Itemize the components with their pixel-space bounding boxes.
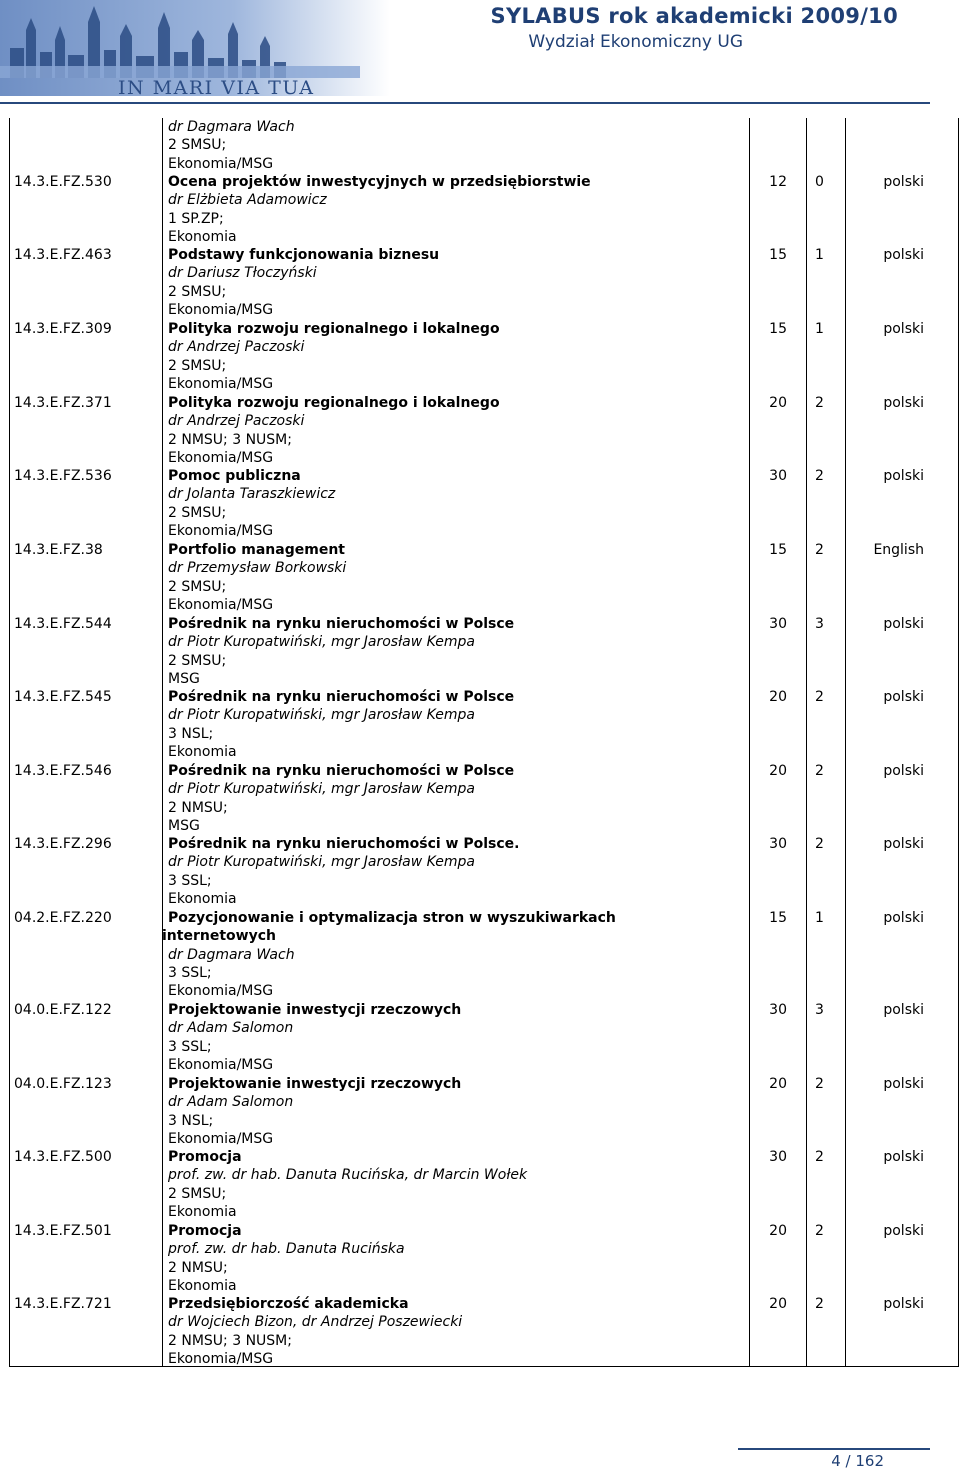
course-ects: 1 xyxy=(815,247,824,263)
course-language: polski xyxy=(883,910,924,926)
course-teacher: dr Adam Salomon xyxy=(168,1020,294,1037)
course-teacher: dr Andrzej Paczoski xyxy=(168,339,305,356)
course-teacher: dr Wojciech Bizon, dr Andrzej Poszewiecki xyxy=(168,1314,463,1331)
course-faculty: MSG xyxy=(168,817,200,834)
course-code: 14.3.E.FZ.501 xyxy=(14,1223,112,1239)
course-teacher: dr Jolanta Taraszkiewicz xyxy=(168,486,336,503)
course-teacher: dr Piotr Kuropatwiński, mgr Jarosław Kempa xyxy=(168,707,475,724)
course-teacher: dr Andrzej Paczoski xyxy=(168,413,305,430)
course-language: polski xyxy=(883,836,924,852)
course-code: 14.3.E.FZ.536 xyxy=(14,468,112,484)
course-description xyxy=(168,320,500,393)
course-ects: 2 xyxy=(815,689,824,705)
course-form: 1 SP.ZP; xyxy=(168,210,224,227)
course-title: Pozycjonowanie i optymalizacja stron w wyszukiwarkach xyxy=(168,910,616,926)
course-form: 2 SMSU; xyxy=(168,357,227,374)
course-code: 04.0.E.FZ.123 xyxy=(14,1076,112,1092)
course-description xyxy=(168,615,514,688)
course-hours: 30 xyxy=(769,836,787,852)
course-ects: 3 xyxy=(815,616,824,632)
course-language: polski xyxy=(883,395,924,411)
course-description xyxy=(162,909,616,1000)
course-code: 14.3.E.FZ.544 xyxy=(14,616,112,632)
course-title: Pośrednik na rynku nieruchomości w Polsce xyxy=(168,689,515,705)
banner-motto: IN MARI VIA TUA xyxy=(118,77,315,96)
course-hours: 30 xyxy=(769,616,787,632)
table-border-bottom xyxy=(9,1366,959,1367)
course-title: Ocena projektów inwestycyjnych w przedsiębiorstwie xyxy=(168,174,591,190)
course-teacher: dr Piotr Kuropatwiński, mgr Jarosław Kempa xyxy=(168,854,475,871)
course-teacher: dr Dagmara Wach xyxy=(168,946,295,963)
course-language: polski xyxy=(883,763,924,779)
course-table xyxy=(9,118,959,1367)
course-ects: 2 xyxy=(815,395,824,411)
table-divider-lang xyxy=(845,118,846,1367)
course-faculty: Ekonomia/MSG xyxy=(168,983,274,1000)
course-code: 14.3.E.FZ.371 xyxy=(14,395,112,411)
course-teacher: prof. zw. dr hab. Danuta Rucińska xyxy=(168,1241,405,1258)
course-faculty: Ekonomia xyxy=(168,890,237,907)
course-faculty: Ekonomia/MSG xyxy=(168,375,274,392)
syllabus-title: SYLABUS rok akademicki 2009/10 xyxy=(490,4,898,28)
course-description xyxy=(168,1295,462,1368)
course-language: polski xyxy=(883,247,924,263)
course-form: 3 NSL; xyxy=(168,725,214,742)
course-code: 14.3.E.FZ.38 xyxy=(14,542,103,558)
course-title: Podstawy funkcjonowania biznesu xyxy=(168,247,440,263)
course-code: 14.3.E.FZ.309 xyxy=(14,321,112,337)
course-teacher: dr Piotr Kuropatwiński, mgr Jarosław Kempa xyxy=(168,634,475,651)
course-title: Pośrednik na rynku nieruchomości w Polsce xyxy=(168,763,515,779)
course-language: polski xyxy=(883,1076,924,1092)
course-teacher: prof. zw. dr hab. Danuta Rucińska, dr Marcin Wołek xyxy=(168,1167,528,1184)
course-ects: 2 xyxy=(815,836,824,852)
course-form: 2 NMSU; 3 NUSM; xyxy=(168,1332,292,1349)
course-ects: 2 xyxy=(815,763,824,779)
course-language: polski xyxy=(883,174,924,190)
course-faculty: Ekonomia/MSG xyxy=(168,522,274,539)
course-title: Promocja xyxy=(168,1149,242,1165)
course-description xyxy=(168,1222,405,1295)
course-description xyxy=(168,1148,527,1221)
course-faculty: Ekonomia/MSG xyxy=(168,449,274,466)
course-hours: 30 xyxy=(769,1002,787,1018)
course-form: 3 NSL; xyxy=(168,1112,214,1129)
course-code: 14.3.E.FZ.296 xyxy=(14,836,112,852)
course-faculty: Ekonomia xyxy=(168,228,237,245)
course-faculty: Ekonomia xyxy=(168,1203,237,1220)
course-hours: 15 xyxy=(769,247,787,263)
table-divider-ects xyxy=(806,118,807,1367)
course-form: 2 SMSU; xyxy=(168,504,227,521)
course-faculty: Ekonomia/MSG xyxy=(168,301,274,318)
course-form: 2 SMSU; xyxy=(168,652,227,669)
course-ects: 0 xyxy=(815,174,824,190)
course-teacher: dr Elżbieta Adamowicz xyxy=(168,192,327,209)
course-form: 3 SSL; xyxy=(168,872,212,889)
course-faculty: Ekonomia/MSG xyxy=(168,155,274,172)
course-faculty: Ekonomia/MSG xyxy=(168,1350,274,1367)
course-language: polski xyxy=(883,616,924,632)
course-title: Portfolio management xyxy=(168,542,345,558)
course-hours: 20 xyxy=(769,395,787,411)
course-description xyxy=(168,394,500,467)
course-hours: 15 xyxy=(769,321,787,337)
course-form: 2 SMSU; xyxy=(168,1185,227,1202)
city-skyline-banner xyxy=(0,0,390,96)
course-language: polski xyxy=(883,1002,924,1018)
course-title: Projektowanie inwestycji rzeczowych xyxy=(168,1002,462,1018)
course-language: polski xyxy=(883,468,924,484)
course-language: polski xyxy=(883,1296,924,1312)
course-description xyxy=(168,118,295,173)
course-ects: 1 xyxy=(815,321,824,337)
course-faculty: MSG xyxy=(168,670,200,687)
page-number: 4 / 162 xyxy=(831,1452,884,1470)
course-description xyxy=(168,541,346,614)
course-hours: 15 xyxy=(769,910,787,926)
course-form: 2 NMSU; xyxy=(168,799,228,816)
course-title: Pośrednik na rynku nieruchomości w Polsce xyxy=(168,616,515,632)
course-hours: 20 xyxy=(769,1076,787,1092)
course-ects: 3 xyxy=(815,1002,824,1018)
course-ects: 2 xyxy=(815,1223,824,1239)
course-form: 2 SMSU; xyxy=(168,283,227,300)
course-ects: 2 xyxy=(815,542,824,558)
course-hours: 15 xyxy=(769,542,787,558)
course-description xyxy=(168,835,519,908)
course-hours: 20 xyxy=(769,1296,787,1312)
course-description xyxy=(168,762,514,835)
course-code: 14.3.E.FZ.463 xyxy=(14,247,112,263)
course-description xyxy=(168,173,591,246)
course-description xyxy=(168,246,439,319)
course-teacher: dr Przemysław Borkowski xyxy=(168,560,347,577)
course-code: 14.3.E.FZ.500 xyxy=(14,1149,112,1165)
course-description xyxy=(168,1001,461,1074)
course-description xyxy=(168,467,335,540)
course-title: Pośrednik na rynku nieruchomości w Polsce. xyxy=(168,836,520,852)
table-border-right xyxy=(958,118,959,1367)
course-ects: 2 xyxy=(815,1149,824,1165)
course-language: polski xyxy=(883,1149,924,1165)
course-form: 2 SMSU; xyxy=(168,137,227,154)
course-description xyxy=(168,1075,461,1148)
course-language: polski xyxy=(883,321,924,337)
course-faculty: Ekonomia/MSG xyxy=(168,596,274,613)
course-title: Przedsiębiorczość akademicka xyxy=(168,1296,409,1312)
table-divider-desc xyxy=(162,118,163,1367)
course-title: Polityka rozwoju regionalnego i lokalnego xyxy=(168,321,500,337)
course-description xyxy=(168,688,514,761)
course-faculty: Ekonomia xyxy=(168,743,237,760)
page-header xyxy=(0,0,960,104)
course-language: English xyxy=(873,542,924,558)
course-title: Projektowanie inwestycji rzeczowych xyxy=(168,1076,462,1092)
course-ects: 1 xyxy=(815,910,824,926)
course-ects: 2 xyxy=(815,468,824,484)
course-title-continued: internetowych xyxy=(162,928,276,945)
course-title: Polityka rozwoju regionalnego i lokalnego xyxy=(168,395,500,411)
course-title: Promocja xyxy=(168,1223,242,1239)
course-hours: 20 xyxy=(769,763,787,779)
course-code: 14.3.E.FZ.545 xyxy=(14,689,112,705)
course-title: Pomoc publiczna xyxy=(168,468,301,484)
course-faculty: Ekonomia xyxy=(168,1277,237,1294)
course-code: 14.3.E.FZ.546 xyxy=(14,763,112,779)
course-hours: 30 xyxy=(769,1149,787,1165)
course-language: polski xyxy=(883,1223,924,1239)
course-code: 14.3.E.FZ.721 xyxy=(14,1296,112,1312)
course-faculty: Ekonomia/MSG xyxy=(168,1056,274,1073)
course-form: 2 NMSU; xyxy=(168,1259,228,1276)
course-faculty: Ekonomia/MSG xyxy=(168,1130,274,1147)
course-form: 2 NMSU; 3 NUSM; xyxy=(168,431,292,448)
course-hours: 20 xyxy=(769,1223,787,1239)
table-divider-hours xyxy=(749,118,750,1367)
footer-divider xyxy=(738,1448,930,1450)
course-code: 04.0.E.FZ.122 xyxy=(14,1002,112,1018)
course-form: 3 SSL; xyxy=(168,964,212,981)
course-hours: 20 xyxy=(769,689,787,705)
course-ects: 2 xyxy=(815,1296,824,1312)
course-teacher: dr Piotr Kuropatwiński, mgr Jarosław Kempa xyxy=(168,781,475,798)
course-teacher: dr Dariusz Tłoczyński xyxy=(168,265,317,282)
course-code: 14.3.E.FZ.530 xyxy=(14,174,112,190)
course-code: 04.2.E.FZ.220 xyxy=(14,910,112,926)
course-language: polski xyxy=(883,689,924,705)
course-hours: 30 xyxy=(769,468,787,484)
header-divider xyxy=(0,102,930,104)
faculty-subtitle: Wydział Ekonomiczny UG xyxy=(528,32,743,52)
table-border-left xyxy=(9,118,10,1367)
course-teacher: dr Adam Salomon xyxy=(168,1094,294,1111)
course-teacher: dr Dagmara Wach xyxy=(168,119,295,135)
course-hours: 12 xyxy=(769,174,787,190)
course-form: 3 SSL; xyxy=(168,1038,212,1055)
course-form: 2 SMSU; xyxy=(168,578,227,595)
course-ects: 2 xyxy=(815,1076,824,1092)
